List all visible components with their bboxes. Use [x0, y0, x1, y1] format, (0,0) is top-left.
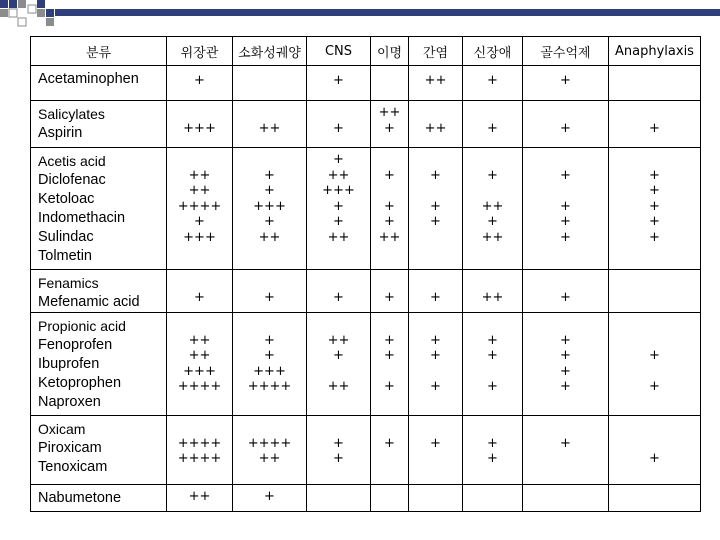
severity-value	[523, 317, 608, 333]
severity-value: ++	[188, 348, 211, 363]
severity-value: ++	[378, 105, 401, 120]
severity-value: +	[560, 289, 571, 305]
severity-value	[409, 274, 462, 290]
severity-value: +	[487, 167, 498, 183]
severity-value	[409, 451, 462, 467]
drug-class-cell	[31, 416, 167, 485]
severity-value	[371, 364, 408, 380]
severity-cell	[523, 313, 609, 416]
severity-cell	[609, 66, 701, 101]
severity-value: +	[430, 435, 441, 451]
drug-name: Aspirin	[38, 125, 83, 141]
severity-value: +	[384, 214, 395, 229]
severity-value	[233, 317, 306, 333]
severity-value: +	[430, 167, 441, 183]
severity-value	[167, 152, 232, 168]
severity-value	[463, 183, 522, 199]
severity-value: +	[560, 379, 571, 394]
severity-value: +	[560, 229, 571, 245]
severity-cell	[167, 148, 233, 270]
severity-value: +	[264, 489, 275, 504]
severity-value: +++	[183, 120, 216, 136]
header-cns: CNS	[307, 37, 371, 66]
severity-value	[409, 152, 462, 168]
severity-value: +	[430, 379, 441, 394]
severity-value: +	[560, 348, 571, 363]
severity-cell	[233, 66, 307, 101]
severity-cell	[307, 148, 371, 270]
header-hepatitis: 간염	[409, 37, 463, 66]
severity-value: ++	[258, 451, 281, 466]
severity-value: +	[264, 332, 275, 348]
severity-value	[167, 420, 232, 436]
table-row	[31, 416, 701, 485]
nsaid-side-effect-table	[30, 36, 701, 512]
severity-value	[609, 364, 700, 380]
severity-value	[371, 73, 408, 89]
drug-name: Fenoprofen	[38, 337, 113, 353]
severity-value: +	[264, 348, 275, 363]
table-row	[31, 148, 701, 270]
severity-value	[609, 152, 700, 168]
severity-value	[371, 317, 408, 333]
drug-name: Nabumetone	[38, 490, 122, 506]
drug-class-cell	[31, 66, 167, 101]
severity-value	[167, 317, 232, 333]
severity-cell	[523, 485, 609, 512]
severity-value	[609, 105, 700, 121]
severity-value	[609, 420, 700, 436]
severity-value: +++	[322, 183, 355, 198]
severity-cell	[409, 101, 463, 148]
severity-value: +	[333, 120, 344, 136]
severity-value: ++	[188, 183, 211, 198]
severity-value	[307, 105, 370, 121]
drug-name: Tolmetin	[38, 248, 92, 264]
severity-value: +	[384, 198, 395, 214]
severity-value: ++	[378, 229, 401, 245]
severity-value: ++	[481, 229, 504, 245]
severity-value: ++	[327, 229, 350, 245]
header-anaphylaxis: Anaphylaxis	[609, 37, 701, 66]
severity-cell	[523, 416, 609, 485]
severity-value	[609, 317, 700, 333]
severity-value: +++	[253, 198, 286, 214]
severity-value: ++	[327, 379, 350, 394]
severity-cell	[409, 66, 463, 101]
severity-value: ++++	[177, 435, 222, 451]
severity-cell	[233, 270, 307, 313]
severity-value: +	[333, 435, 344, 451]
severity-cell	[307, 66, 371, 101]
severity-value: +	[560, 120, 571, 136]
severity-cell	[371, 313, 409, 416]
severity-value	[463, 105, 522, 121]
severity-cell	[167, 485, 233, 512]
severity-value: +	[649, 198, 660, 214]
severity-cell	[371, 416, 409, 485]
severity-value: +++	[183, 229, 216, 245]
severity-cell	[463, 66, 523, 101]
severity-value: +	[430, 198, 441, 214]
drug-name: Piroxicam	[38, 440, 102, 456]
severity-value	[609, 333, 700, 349]
drug-name: Tenoxicam	[38, 459, 108, 475]
severity-value	[371, 420, 408, 436]
severity-value	[463, 420, 522, 436]
severity-value	[409, 317, 462, 333]
severity-value: +	[384, 332, 395, 348]
table-row	[31, 270, 701, 313]
severity-cell	[523, 148, 609, 270]
severity-value: +	[333, 289, 344, 305]
severity-cell	[167, 270, 233, 313]
header-tinnitus: 이명	[371, 37, 409, 66]
severity-value: +	[560, 198, 571, 214]
severity-value: +	[430, 214, 441, 229]
severity-value: ++	[327, 167, 350, 183]
severity-value: +	[487, 379, 498, 394]
severity-value: +	[560, 73, 571, 88]
severity-value: ++++	[177, 379, 222, 394]
severity-cell	[609, 270, 701, 313]
header-bone-marrow: 골수억제	[523, 37, 609, 66]
severity-cell	[167, 313, 233, 416]
severity-cell	[371, 485, 409, 512]
severity-value	[233, 152, 306, 168]
severity-value	[609, 274, 700, 290]
severity-value: +	[487, 120, 498, 136]
severity-value: +	[649, 183, 660, 198]
severity-value	[409, 420, 462, 436]
severity-cell	[233, 148, 307, 270]
severity-cell	[371, 148, 409, 270]
severity-value: +	[430, 289, 441, 305]
severity-value	[409, 105, 462, 121]
severity-cell	[233, 485, 307, 512]
severity-value: +	[384, 120, 395, 136]
severity-value: +	[430, 348, 441, 363]
severity-value: +	[430, 332, 441, 348]
drug-name: Mefenamic acid	[38, 294, 140, 310]
severity-value	[409, 489, 462, 505]
severity-cell	[371, 270, 409, 313]
severity-value: +	[649, 451, 660, 466]
severity-value	[371, 451, 408, 467]
severity-value: ++	[481, 289, 504, 305]
severity-cell	[371, 66, 409, 101]
drug-class-cell	[31, 485, 167, 512]
severity-cell	[523, 270, 609, 313]
table-row	[31, 66, 701, 101]
severity-cell	[233, 416, 307, 485]
severity-value: ++	[188, 332, 211, 348]
header-row	[31, 37, 701, 66]
severity-value	[307, 420, 370, 436]
severity-value: ++++	[247, 379, 292, 394]
severity-value: +	[487, 348, 498, 363]
severity-value: +	[384, 435, 395, 451]
severity-value	[167, 274, 232, 290]
severity-value: +	[333, 451, 344, 466]
severity-value	[609, 73, 700, 89]
severity-value	[463, 489, 522, 505]
table-row	[31, 313, 701, 416]
severity-value	[523, 105, 608, 121]
severity-cell	[463, 101, 523, 148]
severity-value	[523, 183, 608, 199]
severity-value	[233, 73, 306, 89]
severity-value: +++	[253, 363, 286, 379]
severity-value	[463, 152, 522, 168]
drug-name: Indomethacin	[38, 210, 126, 226]
severity-value: ++	[258, 229, 281, 245]
severity-cell	[167, 416, 233, 485]
header-gi: 위장관	[167, 37, 233, 66]
severity-value	[409, 230, 462, 246]
severity-cell	[409, 313, 463, 416]
severity-value: +	[487, 435, 498, 451]
table-row	[31, 485, 701, 512]
severity-value: +	[333, 348, 344, 363]
severity-value	[233, 420, 306, 436]
header-peptic-ulcer: 소화성궤양	[233, 37, 307, 66]
severity-value: ++	[188, 489, 211, 504]
severity-value: ++++	[247, 435, 292, 451]
drug-class-cell	[31, 270, 167, 313]
severity-value	[307, 364, 370, 380]
drug-class-cell	[31, 148, 167, 270]
severity-value	[167, 105, 232, 121]
severity-value: +	[487, 73, 498, 88]
severity-cell	[307, 270, 371, 313]
severity-value	[523, 274, 608, 290]
severity-value	[371, 183, 408, 199]
severity-value: +	[560, 332, 571, 348]
severity-cell	[307, 485, 371, 512]
severity-value	[463, 364, 522, 380]
drug-class-label: Fenamics	[38, 275, 99, 291]
severity-value: +	[333, 73, 344, 88]
severity-cell	[609, 416, 701, 485]
severity-value: +	[264, 214, 275, 229]
severity-cell	[167, 101, 233, 148]
severity-value	[523, 451, 608, 467]
severity-value	[307, 489, 370, 505]
drug-class-cell	[31, 101, 167, 148]
severity-cell	[609, 313, 701, 416]
severity-cell	[609, 485, 701, 512]
severity-value: +	[384, 379, 395, 394]
severity-value: +	[649, 229, 660, 245]
drug-class-cell	[31, 313, 167, 416]
severity-value	[463, 317, 522, 333]
severity-value: +	[264, 167, 275, 183]
severity-cell	[307, 416, 371, 485]
severity-cell	[409, 416, 463, 485]
severity-value: +	[333, 214, 344, 229]
severity-cell	[463, 148, 523, 270]
severity-value: +	[649, 167, 660, 183]
severity-cell	[463, 313, 523, 416]
severity-value: +	[487, 214, 498, 229]
drug-name: Ketoloac	[38, 191, 95, 207]
severity-value: ++	[258, 120, 281, 136]
severity-value: +	[384, 289, 395, 305]
severity-value: +	[487, 451, 498, 466]
severity-value: +	[264, 183, 275, 198]
severity-value	[609, 489, 700, 505]
drug-name: Acetaminophen	[38, 71, 139, 87]
severity-value: +	[194, 214, 205, 229]
decorative-header-squares	[0, 0, 720, 32]
severity-cell	[609, 101, 701, 148]
severity-value: +	[649, 120, 660, 136]
severity-cell	[609, 148, 701, 270]
severity-value	[371, 489, 408, 505]
severity-value: +++	[183, 363, 216, 379]
severity-value	[307, 274, 370, 290]
severity-value: ++	[424, 120, 447, 136]
severity-value: +	[649, 348, 660, 363]
severity-cell	[463, 270, 523, 313]
severity-value: +	[560, 363, 571, 379]
severity-value: +	[560, 167, 571, 183]
severity-value: ++	[188, 167, 211, 183]
header-classification: 분류	[31, 37, 167, 66]
severity-value: +	[194, 73, 205, 88]
severity-value	[523, 489, 608, 505]
drug-name: Naproxen	[38, 394, 101, 410]
severity-cell	[233, 101, 307, 148]
severity-cell	[463, 416, 523, 485]
severity-value: +	[333, 152, 344, 167]
severity-value	[523, 152, 608, 168]
severity-value: +	[649, 379, 660, 394]
severity-value: +	[194, 289, 205, 305]
severity-value	[409, 364, 462, 380]
drug-class-label: Acetis acid	[38, 153, 106, 169]
header-renal: 신장애	[463, 37, 523, 66]
severity-cell	[409, 485, 463, 512]
severity-value	[371, 274, 408, 290]
drug-class-label: Oxicam	[38, 421, 86, 437]
severity-value: +	[487, 332, 498, 348]
severity-value: +	[333, 198, 344, 214]
severity-cell	[409, 270, 463, 313]
severity-value	[463, 274, 522, 290]
severity-value: +	[384, 167, 395, 183]
severity-cell	[307, 313, 371, 416]
severity-cell	[233, 313, 307, 416]
table-row	[31, 101, 701, 148]
severity-value: +	[560, 435, 571, 451]
severity-value	[409, 183, 462, 199]
drug-name: Ketoprophen	[38, 375, 122, 391]
severity-value	[609, 436, 700, 452]
drug-name: Diclofenac	[38, 172, 106, 188]
severity-cell	[307, 101, 371, 148]
severity-cell	[371, 101, 409, 148]
severity-value: +	[264, 289, 275, 305]
severity-value: ++	[481, 198, 504, 214]
severity-value	[307, 317, 370, 333]
severity-value: +	[649, 214, 660, 229]
severity-value: ++	[327, 332, 350, 348]
severity-value	[523, 420, 608, 436]
severity-value: ++	[424, 73, 447, 88]
severity-value	[233, 105, 306, 121]
severity-value: ++++	[177, 451, 222, 466]
severity-cell	[523, 66, 609, 101]
severity-cell	[523, 101, 609, 148]
drug-name: Sulindac	[38, 229, 94, 245]
severity-cell	[409, 148, 463, 270]
severity-value: +	[560, 214, 571, 229]
drug-name: Ibuprofen	[38, 356, 100, 372]
severity-cell	[463, 485, 523, 512]
severity-value	[233, 274, 306, 290]
drug-class-label: Propionic acid	[38, 318, 126, 334]
severity-value: +	[384, 348, 395, 363]
drug-class-label: Salicylates	[38, 106, 105, 122]
severity-cell	[167, 66, 233, 101]
severity-value: ++++	[177, 198, 222, 214]
severity-value	[371, 152, 408, 168]
